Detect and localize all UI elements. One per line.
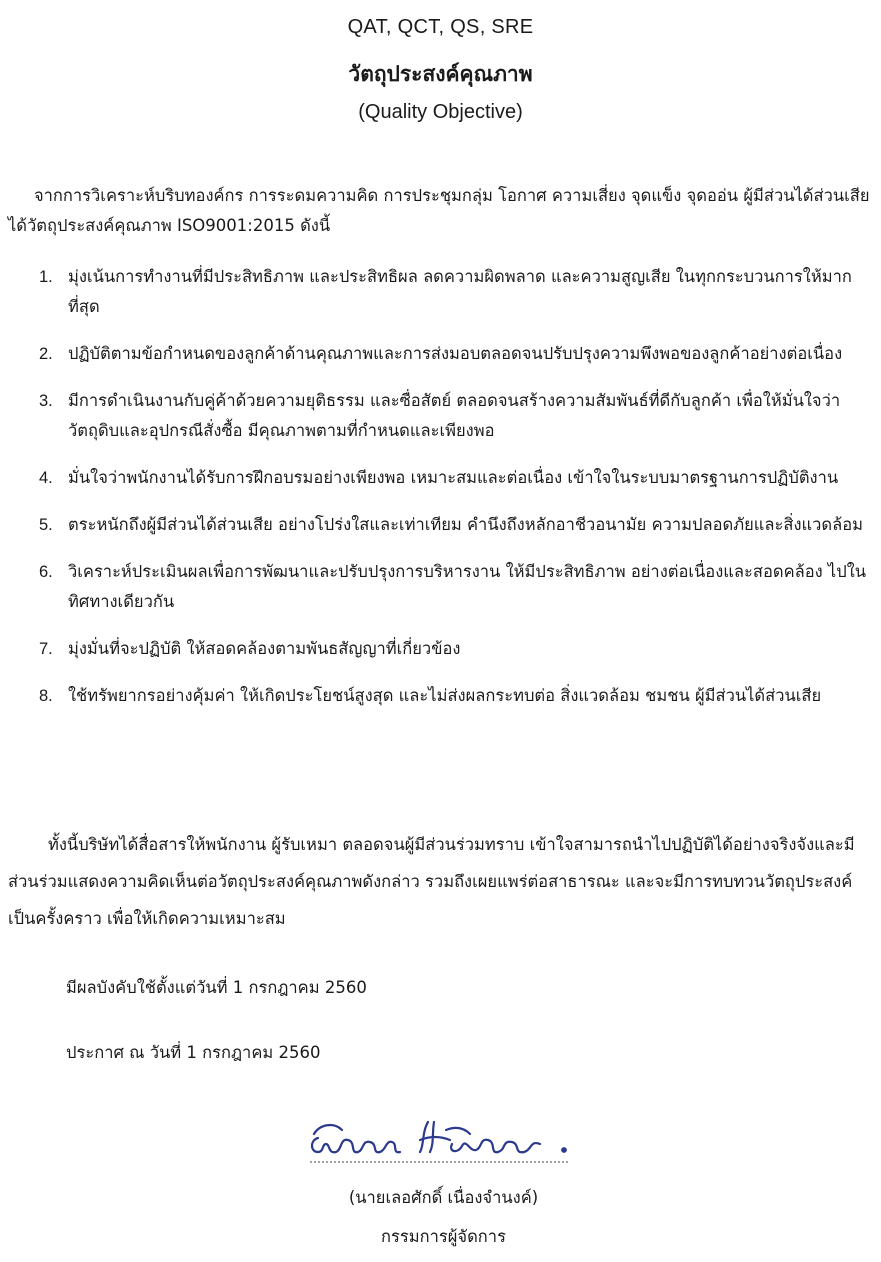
objective-item [0,681,881,711]
signatory-name: (นายเลอศักดิ์ เนื่องจำนงค์) [348,1188,539,1207]
objective-number: 5. [39,516,53,534]
objective-number: 6. [39,563,53,581]
objective-text: มุ่งมั่นที่จะปฏิบัติ ให้สอดคล้องตามพันธสัญญาที่เกี่ยวข้อง [68,639,461,658]
signatory-role: กรรมการผู้จัดการ [381,1227,506,1246]
objective-text: ใช้ทรัพยากรอย่างคุ้มค่า ให้เกิดประโยชน์สูงสุด และไม่ส่งผลกระทบต่อ สิ่งแวดล้อม ชมชน ผู้มีส่วนได้ส่วนเสีย [68,686,822,705]
objective-text: มั่นใจว่าพนักงานได้รับการฝึกอบรมอย่างเพียงพอ เหมาะสมและต่อเนื่อง เข้าใจในระบบมาตรฐานการปฏิบัติงาน [68,468,839,487]
objective-item [0,463,881,493]
effective-date: มีผลบังคับใช้ตั้งแต่วันที่ 1 กรกฎาคม 2560 [66,978,367,997]
objective-number: 2. [39,345,53,363]
objective-item [0,262,881,322]
objective-item [0,510,881,540]
objective-item [0,557,881,617]
objective-item [0,339,881,369]
objective-item [0,386,881,446]
objective-number: 4. [39,469,53,487]
announcement-date: ประกาศ ณ วันที่ 1 กรกฎาคม 2560 [66,1043,321,1062]
objective-text: มีการดำเนินงานกับคู่ค้าด้วยความยุติธรรม และซื่อสัตย์ ตลอดจนสร้างความสัมพันธ์ที่ดีกับลูกค้า เพื่อให้มั่นใจว่า วัตถุดิบและอุปกรณีสั่งซื้อ มีคุณภาพตามที่กำหนดและเพียงพอ [68,391,841,440]
objective-text: วิเคราะห์ประเมินผลเพื่อการพัฒนาและปรับปรุงการบริหารงาน ให้มีประสิทธิภาพ อย่างต่อเนื่องและสอดคล้อง ไปในทิศทางเดียวกัน [68,562,867,611]
objective-number: 3. [39,392,53,410]
document-subtitle: (Quality Objective) [358,101,523,123]
closing-paragraph: ทั้งนี้บริษัทได้สื่อสารให้พนักงาน ผู้รับเหมา ตลอดจนผู้มีส่วนร่วมทราบ เข้าใจสามารถนำไปปฏิบัติได้อย่างจริงจังและมีส่วนร่วมแสดงความคิดเห็นต่อวัตถุประสงค์คุณภาพดังกล่าว รวมถึงเผยแพร่ต่อสาธารณะ และจะมีการทบทวนวัตถุประสงค์เป็นครั้งคราว เพื่อให้เกิดความเหมาะสม [8,835,855,928]
signature-scribble-icon [300,1110,580,1170]
objective-number: 7. [39,640,53,658]
intro-paragraph: จากการวิเคราะห์บริบทองค์กร การระดมความคิด การประชุมกลุ่ม โอกาศ ความเสี่ยง จุดแข็ง จุดออ่น ผู้มีส่วนได้ส่วนเสีย ได้วัตถุประสงค์คุณภาพ ISO9001:2015 ดังนี้ [8,186,870,235]
document-title: วัตถุประสงค์คุณภาพ [348,62,533,86]
signature [300,1110,580,1170]
objective-number: 8. [39,687,53,705]
objectives-list [0,262,881,728]
objective-text: ตระหนักถึงผู้มีส่วนได้ส่วนเสีย อย่างโปร่งใสและเท่าเทียม คำนึงถึงหลักอาชีวอนามัย ความปลอดภัยและสิ่งแวดล้อม [68,515,864,534]
objective-item [0,634,881,664]
objective-text: ปฏิบัติตามข้อกำหนดของลูกค้าด้านคุณภาพและการส่งมอบตลอดจนปรับปรุงความพึงพอของลูกค้าอย่างต่อเนื่อง [68,344,843,363]
objective-number: 1. [39,268,53,286]
department-codes: QAT, QCT, QS, SRE [347,16,534,38]
objective-text: มุ่งเน้นการทำงานที่มีประสิทธิภาพ และประสิทธิผล ลดความผิดพลาด และความสูญเสีย ในทุกกระบวนการให้มากที่สุด [68,267,852,316]
